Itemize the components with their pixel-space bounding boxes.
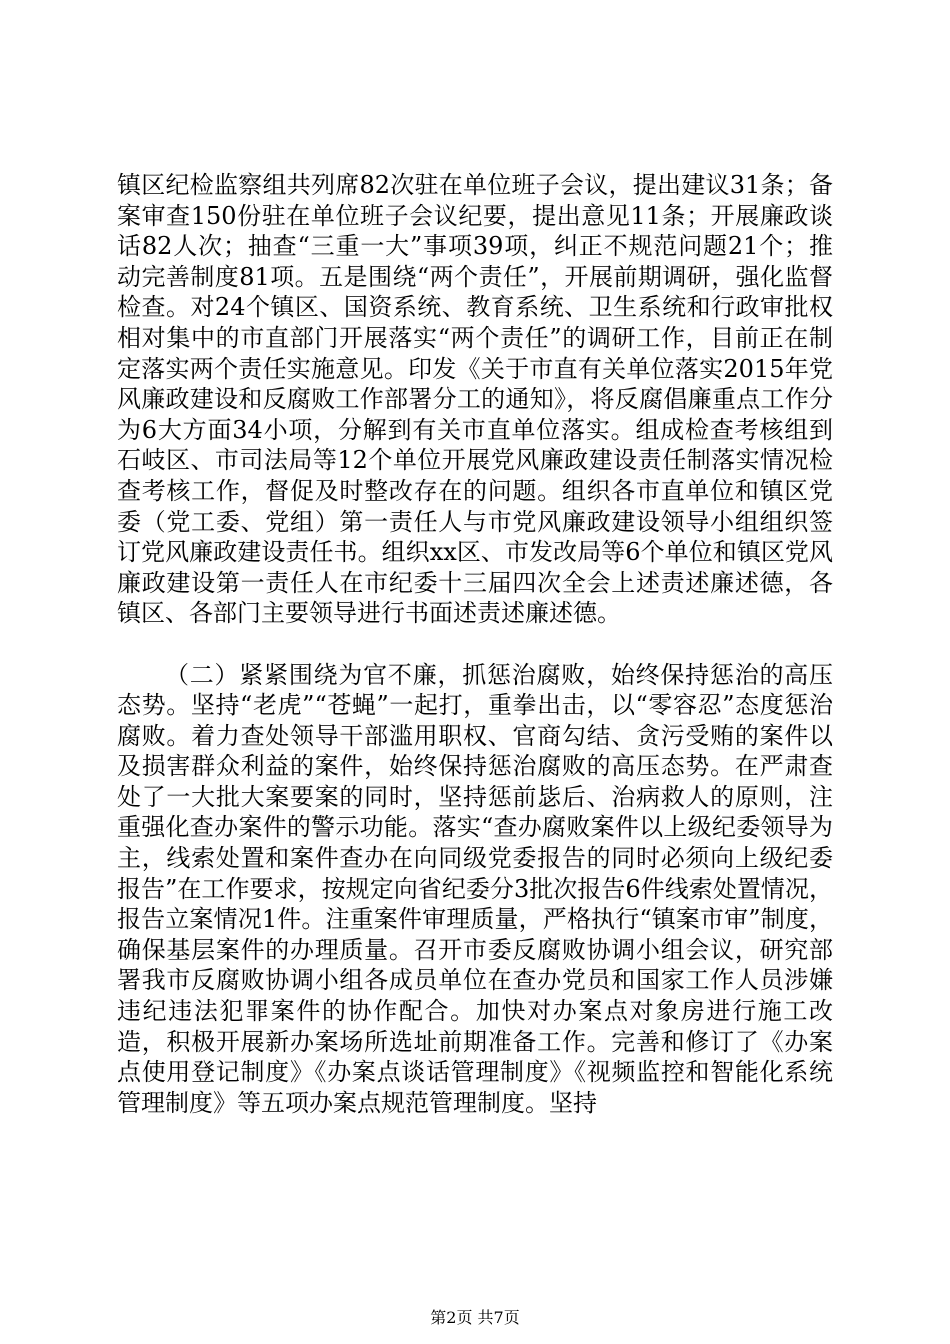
page-footer: 第2页 共7页 <box>430 1308 520 1327</box>
paragraph-2: （二）紧紧围绕为官不廉，抓惩治腐败，始终保持惩治的高压态势。坚持“老虎”“苍蝇”一起打，重拳出击，以“零容忍”态度惩治腐败。着力查处领导干部滥用职权、官商勾结、贪污受贿的案件以及损害群众利益的案件，始终保持惩治腐败的高压态势。在严肃查处了一大批大案要案的同时，坚持惩前毖后、治病救人的原则，注重强化查办案件的警示功能。落实“查办腐败案件以上级纪委领导为主，线索处置和案件查办在向同级党委报告的同时必须向上级纪委报告”在工作要求，按规定向省纪委分3批次报告6件线索处置情况，报告立案情况1件。注重案件审理质量，严格执行“镇案市审”制度，确保基层案件的办理质量。召开市委反腐败协调小组会议，研究部署我市反腐败协调小组各成员单位在查办党员和国家工作人员涉嫌违纪违法犯罪案件的协作配合。加快对办案点对象房进行施工改造，积极开展新办案场所选址前期准备工作。完善和修订了《办案点使用登记制度》《办案点谈话管理制度》《视频监控和智能化系统管理制度》等五项办案点规范管理制度。坚持 <box>117 660 833 1117</box>
document-body <box>117 170 833 1118</box>
paragraph-1: 镇区纪检监察组共列席82次驻在单位班子会议，提出建议31条；备案审查150份驻在单位班子会议纪要，提出意见11条；开展廉政谈话82人次；抽查“三重一大”事项39项，纠正不规范问题21个；推动完善制度81项。五是围绕“两个责任”，开展前期调研，强化监督检查。对24个镇区、国资系统、教育系统、卫生系统和行政审批权相对集中的市直部门开展落实“两个责任”的调研工作，目前正在制定落实两个责任实施意见。印发《关于市直有关单位落实2015年党风廉政建设和反腐败工作部署分工的通知》，将反腐倡廉重点工作分为6大方面34小项，分解到有关市直单位落实。组成检查考核组到石岐区、市司法局等12个单位开展党风廉政建设责任制落实情况检查考核工作，督促及时整改存在的问题。组织各市直单位和镇区党委（党工委、党组）第一责任人与市党风廉政建设领导小组组织签订党风廉政建设责任书。组织xx区、市发改局等6个单位和镇区党风廉政建设第一责任人在市纪委十三届四次全会上述责述廉述德，各镇区、各部门主要领导进行书面述责述廉述德。 <box>117 171 833 628</box>
